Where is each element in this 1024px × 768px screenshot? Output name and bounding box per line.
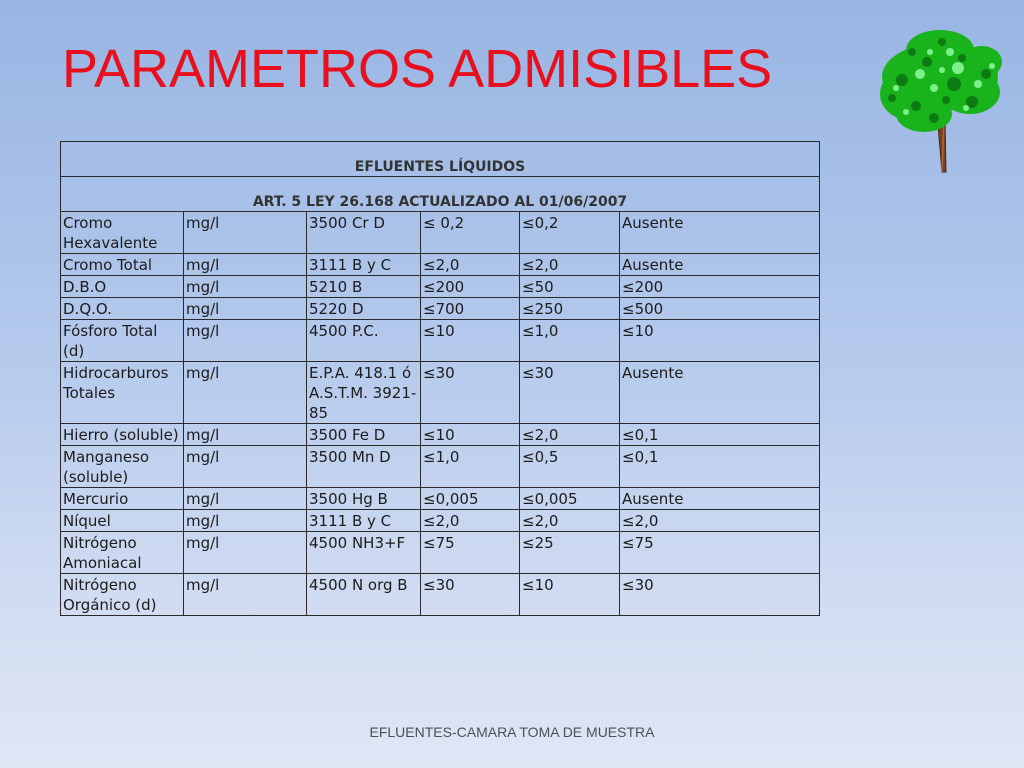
table-heading-effluents: EFLUENTES LÍQUIDOS [61,142,820,177]
limit-cell-2: ≤25 [520,532,620,574]
limit-cell-1: ≤700 [421,298,520,320]
limit-cell-1: ≤2,0 [421,510,520,532]
table-row [61,510,820,532]
limit-cell-3: ≤500 [620,298,820,320]
unit-cell: mg/l [184,212,307,254]
limit-cell-2: ≤2,0 [520,254,620,276]
limit-cell-2: ≤10 [520,574,620,616]
table-heading-law: ART. 5 LEY 26.168 ACTUALIZADO AL 01/06/2007 [61,177,820,212]
table-row [61,488,820,510]
method-cell: 3500 Cr D [307,212,421,254]
table-row [61,276,820,298]
limit-cell-1: ≤ 0,2 [421,212,520,254]
limit-cell-1: ≤1,0 [421,446,520,488]
limit-cell-2: ≤2,0 [520,510,620,532]
unit-cell: mg/l [184,532,307,574]
unit-cell: mg/l [184,424,307,446]
unit-cell: mg/l [184,254,307,276]
parameter-cell: Cromo Hexavalente [61,212,184,254]
limit-cell-3: ≤0,1 [620,424,820,446]
limit-cell-3: ≤30 [620,574,820,616]
limit-cell-2: ≤50 [520,276,620,298]
method-cell: 3500 Hg B [307,488,421,510]
unit-cell: mg/l [184,362,307,424]
method-cell: 4500 P.C. [307,320,421,362]
parameters-table [60,141,820,616]
method-cell: E.P.A. 418.1 ó A.S.T.M. 3921-85 [307,362,421,424]
limit-cell-3: Ausente [620,254,820,276]
table-row [61,254,820,276]
slide-title: PARAMETROS ADMISIBLES [62,39,773,99]
limit-cell-1: ≤2,0 [421,254,520,276]
parameter-cell: Nitrógeno Orgánico (d) [61,574,184,616]
table-row [61,574,820,616]
limit-cell-3: ≤0,1 [620,446,820,488]
method-cell: 5220 D [307,298,421,320]
method-cell: 3111 B y C [307,510,421,532]
parameter-cell: Níquel [61,510,184,532]
limit-cell-1: ≤0,005 [421,488,520,510]
unit-cell: mg/l [184,510,307,532]
unit-cell: mg/l [184,446,307,488]
limit-cell-2: ≤30 [520,362,620,424]
slide-footer: EFLUENTES-CAMARA TOMA DE MUESTRA [369,724,655,740]
parameter-cell: Nitrógeno Amoniacal [61,532,184,574]
method-cell: 4500 N org B [307,574,421,616]
limit-cell-1: ≤75 [421,532,520,574]
limit-cell-3: Ausente [620,212,820,254]
parameter-cell: D.B.O [61,276,184,298]
method-cell: 3500 Mn D [307,446,421,488]
method-cell: 3111 B y C [307,254,421,276]
limit-cell-2: ≤1,0 [520,320,620,362]
limit-cell-2: ≤0,5 [520,446,620,488]
limit-cell-3: ≤75 [620,532,820,574]
limit-cell-3: ≤10 [620,320,820,362]
limit-cell-3: Ausente [620,362,820,424]
unit-cell: mg/l [184,276,307,298]
parameter-cell: Mercurio [61,488,184,510]
limit-cell-1: ≤30 [421,574,520,616]
parameter-cell: Cromo Total [61,254,184,276]
unit-cell: mg/l [184,574,307,616]
parameter-cell: Manganeso (soluble) [61,446,184,488]
tree-icon [872,22,1008,178]
table-row [61,532,820,574]
limit-cell-3: ≤200 [620,276,820,298]
limit-cell-3: Ausente [620,488,820,510]
limit-cell-3: ≤2,0 [620,510,820,532]
parameter-cell: D.Q.O. [61,298,184,320]
limit-cell-1: ≤10 [421,424,520,446]
method-cell: 5210 B [307,276,421,298]
limit-cell-1: ≤30 [421,362,520,424]
table-row [61,362,820,424]
parameter-cell: Hidrocarburos Totales [61,362,184,424]
table-row [61,212,820,254]
limit-cell-2: ≤0,005 [520,488,620,510]
method-cell: 4500 NH3+F [307,532,421,574]
limit-cell-2: ≤2,0 [520,424,620,446]
table-row [61,424,820,446]
table-row [61,320,820,362]
limit-cell-1: ≤10 [421,320,520,362]
limit-cell-1: ≤200 [421,276,520,298]
table-heading-row [61,142,820,177]
table-row [61,446,820,488]
table-heading-row [61,177,820,212]
table-row [61,298,820,320]
unit-cell: mg/l [184,488,307,510]
limit-cell-2: ≤250 [520,298,620,320]
limit-cell-2: ≤0,2 [520,212,620,254]
parameter-cell: Hierro (soluble) [61,424,184,446]
method-cell: 3500 Fe D [307,424,421,446]
unit-cell: mg/l [184,320,307,362]
parameter-cell: Fósforo Total (d) [61,320,184,362]
unit-cell: mg/l [184,298,307,320]
